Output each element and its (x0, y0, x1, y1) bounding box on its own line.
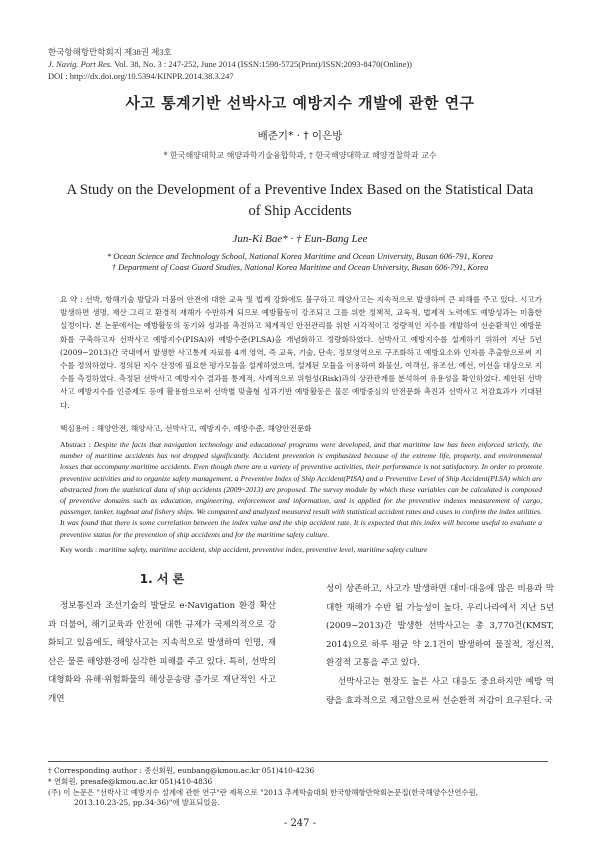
authors-english: Jun-Ki Bae* · † Eun-Bang Lee (232, 233, 368, 245)
footnote-coauthor: * 연회원, presafe@kmou.ac.kr 051)410-4836 (48, 776, 213, 786)
title-english: A Study on the Development of a Preventive Index Based on the Statistical Data of Ship Accidents (66, 182, 534, 219)
journal-name: 한국항해항만학회지 제38권 제3호 (48, 47, 172, 57)
footnote-corresponding-author: † Corresponding author : 종신회원, eunbang@kmou.ac.kr 051)410-4236 (48, 766, 315, 775)
abstract-english-label: Abstract : (60, 440, 94, 449)
abstract-korean (60, 293, 542, 412)
doi: DOI : http://dx.doi.org/10.5394/KINPR.2014.38.3.247 (48, 71, 234, 81)
abstract-korean-text: 선박, 항해기술 발달과 더불어 안전에 대한 교육 및 법제 강화에도 불구하고 해양사고는 지속적으로 발생하여 큰 피해를 주고 있다. 시고가 발생하면 생명, 재산 그리고 환경적 재해가 수반하게 되므로 예방활동이 강조되고 그를 위한 정책적, 교육적, 법제적 노력에도 예방성과는 미흡한 실정이다. 본 논문에서는 예방활동의 동기와 성과를 촉진하고 체계적인 안전관리를 위한 시각적이고 정량적인 지수를 개발하여 선순환적인 예방문화를 구축하고자 선박사고 예방지수(PISA)와 예방수준(PLSA)을 개념화하고 정량화하였다. 선박사고 예방지수를 설계하기 위하여 지난 5년(2009~2013)간 국내에서 발생한 사고통계 자료를 4개 영역, 즉 교육, 기술, 단속, 정보영역으로 구조화하고 예방요소와 인자를 추출함으로써 지수를 정의하였다. 정의된 지수 산정에 필요한 평가모듈을 설계하였으며, 설계된 모듈을 이용하여 화물선, 여객선, 유조선, 예선, 어선을 대상으로 지수를 측정하였다. 측정된 선박사고 예방지수 결과를 통계적, 사례적으로 위험성(Risk)과의 상관관계를 분석하여 유용성을 확인하였다. 제안된 선박사고 예방지수를 인증제도 등에 활용함으로써 선박별 맞춤형 성과기반 예방활동은 물론 예방중심의 안전문화 촉진과 선박사고 저감효과가 기대된다. (60, 295, 542, 410)
affiliation-2: † Department of Coast Guard Studies, National Korea Maritime and Ocean University, Busan 606-791, Korea (111, 262, 489, 272)
keywords-korean (60, 423, 542, 434)
journal-volume-info: Vol. 38, No. 3 : 247-252, June 2014 (ISSN:1598-5725(Print)/ISSN:2093-8470(Online)) (112, 59, 412, 69)
abstract-english-text: Despite the facts that navigation technology and educational programs were developed, and that maritime law has been enforced strictly, the number of maritime accidents has not dropped significantly. Accident prevention is emphasized because of the extreme life, property, and environmental losses that accompany maritime accidents. Even though there are a variety of preventive activities, their performance is not satisfactory. In order to promote preventive activities and to organize safety management, a Preventive Index of Ship Accident(PISA) and a Preventive Level of Ship Accident(PLSA) which are abstracted from the statistical data of ship accidents (2009~2013) are proposed. The survey module by which these variables can be calculated is composed of preventive domains such as education, engineering, enforcement and information, and is applied for the preventive indexes measurement of cargo, passenger, tanker, tugboat and fishery ships. We compared and analyzed measured result with statistical accident rates and cases to confirm the index utilities. It was found that there is some correlation between the index value and the ship accident rate. It is expected that this index will become useful to evaluate a preventive status for the prevention of ship accidents and for the maritime safety culture. (60, 440, 543, 539)
affiliations-english (0, 251, 600, 273)
keywords-english (60, 545, 542, 554)
footnotes (48, 761, 548, 809)
page-number: - 247 - (283, 818, 317, 829)
title-korean: 사고 통계기반 선박사고 예방지수 개발에 관한 연구 (125, 94, 475, 112)
keywords-english-label: Key words : (60, 545, 100, 554)
keywords-english-text: maritime safety, maritime accident, ship accident, preventive index, preventive level, maritime safety culture (99, 545, 428, 554)
keywords-korean-text: 해양안전, 해양사고, 선박사고, 예방지수, 예방수준, 해양안전문화 (96, 424, 312, 433)
paragraph: 정보통신과 조선기술의 발달로 e-Navigation 환경 확산과 더불어, 해기교육과 안전에 대한 규제가 국제의적으로 강화되고 있음에도, 해양사고는 지속적으로 발생하여 인명, 재산은 물론 해양환경에 심각한 피해를 주고 있다. 특히, 선박의 대형화와 유해·위험화물의 해상운송량 증가로 재난적인 사고 개연 (48, 601, 276, 704)
body-column-right (326, 580, 554, 710)
paragraph: 성이 상존하고, 사고가 발생하면 대비·대응에 많은 비용과 막대한 재해가 수반 될 가능성이 높다. 우리나라에서 지난 5년(2009~2013)간 발생한 선박사고는 총 3,770건(KMST, 2014)으로 하루 평균 약 2.1건이 발생하여 물질적, 정신적, 환경적 고통을 주고 있다. (326, 584, 554, 669)
journal-citation (48, 58, 412, 70)
authors-korean: 배준기* · † 이은방 (257, 130, 343, 142)
footnote-note: (주) 이 논문은 "선박사고 예방지수 설계에 관한 연구"란 제목으로 "2013 추계학술대회 한국항해항만학회논문집(한국해양수산연수원, (48, 787, 478, 797)
abstract-korean-label: 요 약 : (60, 295, 86, 304)
keywords-korean-label: 핵심용어 : (60, 424, 97, 433)
journal-header (48, 46, 412, 82)
section-heading-introduction: 1. 서 론 (139, 572, 185, 586)
footnote-note-continued: 2013.10.23-25, pp.34-36)"에 발표되었음. (74, 798, 220, 808)
journal-abbrev: J. Navig. Port Res. (48, 59, 113, 69)
body-column-left (48, 597, 276, 709)
abstract-english (60, 439, 542, 540)
affiliation-1: * Ocean Science and Technology School, National Korea Maritime and Ocean University, Busan 606-791, Korea (107, 251, 493, 261)
affiliations-korean: * 한국해양대학교 해양과학기술융합학과, † 한국해양대학교 해양경찰학과 교수 (163, 151, 437, 160)
paragraph: 선박사고는 현장도 높은 사고 대응도 중요하지만 예방 역량을 효과적으로 제고함으로써 선순환적 저감이 요구된다. 국 (326, 676, 554, 706)
